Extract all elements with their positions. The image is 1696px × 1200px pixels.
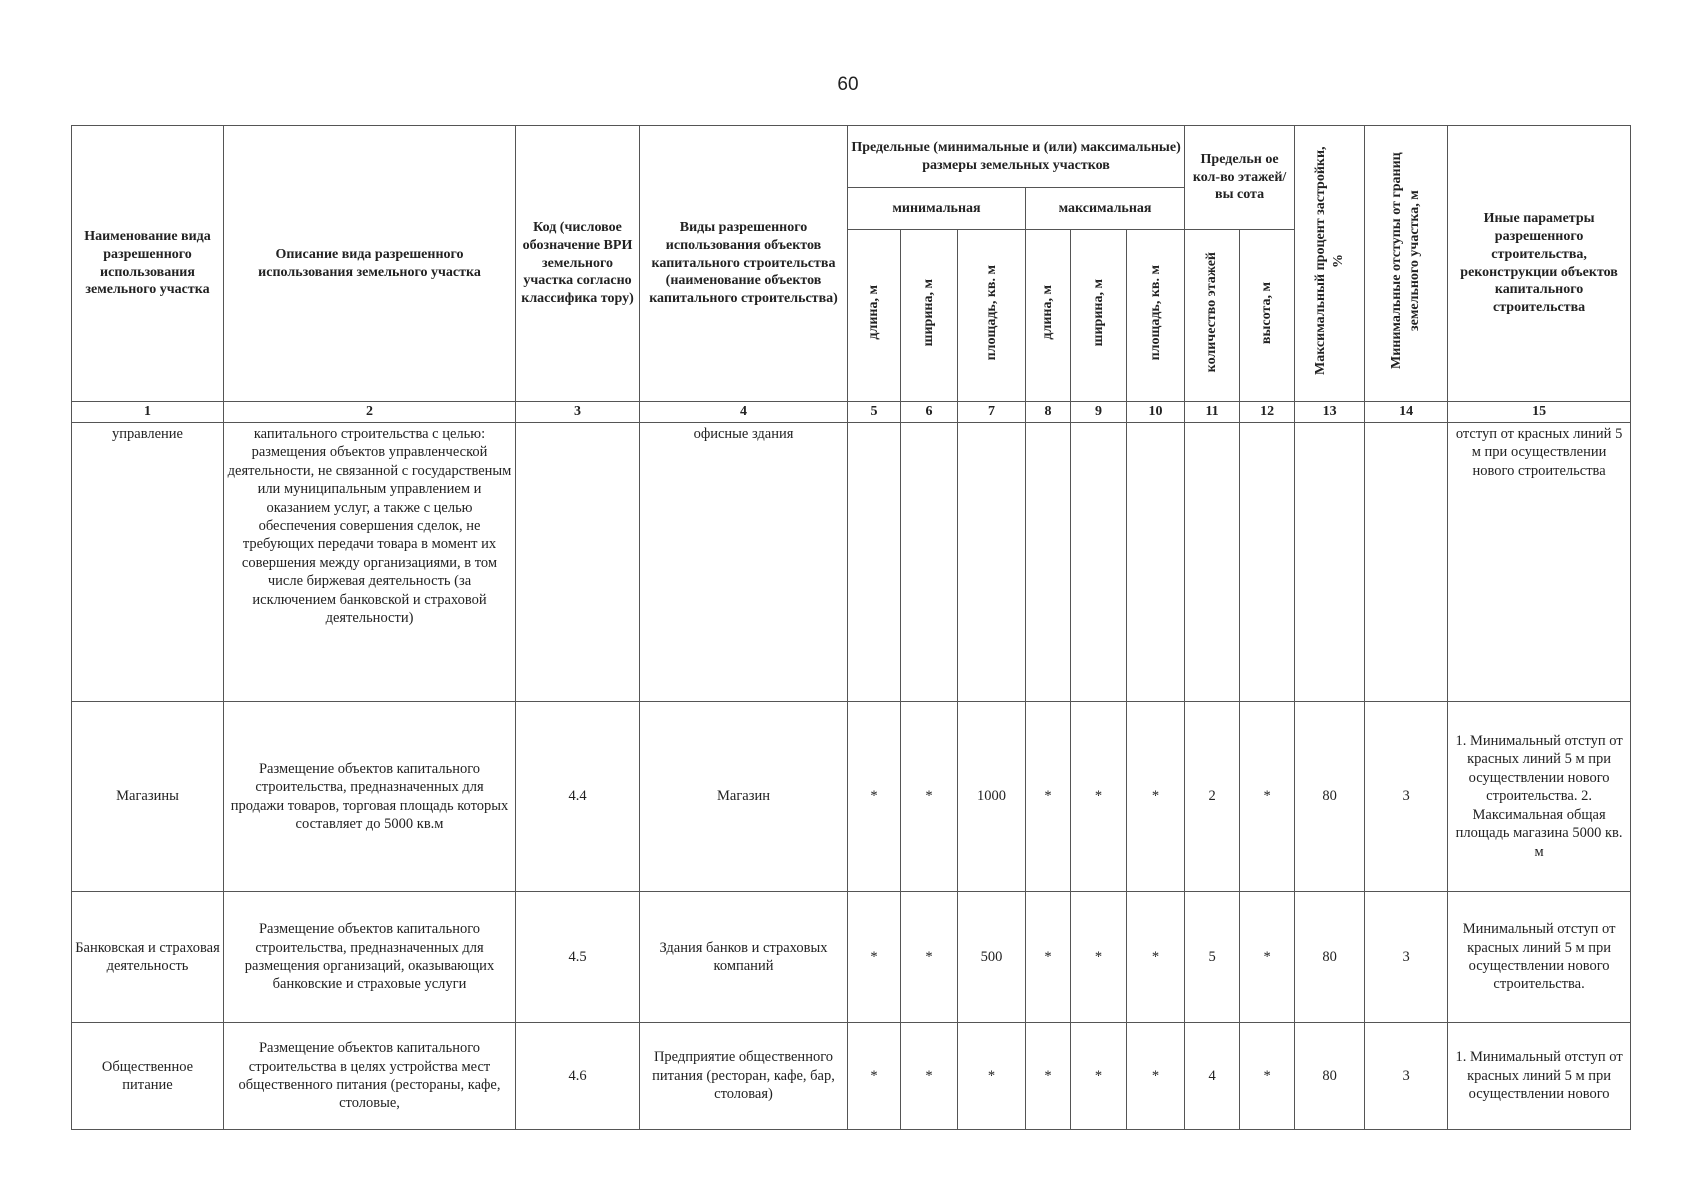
column-number: 1 [72,402,224,423]
max-length: * [1026,702,1071,892]
land-use-regulations-table [71,125,1631,1130]
table-row [72,702,1631,892]
header-use-description: Описание вида разрешенного использования земельного участка [224,126,516,402]
max-width: * [1071,1023,1127,1130]
column-number: 13 [1295,402,1365,423]
table-row [72,892,1631,1023]
column-number: 8 [1026,402,1071,423]
max-length [1026,423,1071,702]
max-area: * [1127,702,1185,892]
column-number: 7 [958,402,1026,423]
min-setback: 3 [1365,702,1448,892]
header-min-setbacks: Минимальные отступы от границ земельного участка, м [1365,126,1448,402]
max-width [1071,423,1127,702]
height: * [1240,702,1295,892]
use-name: Общественное питание [72,1023,224,1130]
use-description: Размещение объектов капитального строительства в целях устройства мест общественного питания (рестораны, кафе, столовые, [224,1023,516,1130]
use-name: управление [72,423,224,702]
header-min-length: длина, м [848,230,901,402]
min-setback: 3 [1365,892,1448,1023]
column-number: 5 [848,402,901,423]
floors-count [1185,423,1240,702]
header-minimum: минимальная [848,188,1026,230]
floors-count: 5 [1185,892,1240,1023]
header-max-width: ширина, м [1071,230,1127,402]
max-length: * [1026,1023,1071,1130]
max-area: * [1127,1023,1185,1130]
column-number: 14 [1365,402,1448,423]
column-number-row [72,402,1631,423]
other-parameters: Минимальный отступ от красных линий 5 м при осуществлении нового строительства. [1448,892,1631,1023]
table-row [72,423,1631,702]
min-setback [1365,423,1448,702]
header-min-area: площадь, кв. м [958,230,1026,402]
header-construction-types: Виды разрешенного использования объектов капитального строительства (наименование объектов капитального строительства) [640,126,848,402]
use-description: Размещение объектов капитального строительства, предназначенных для продажи товаров, торговая площадь которых составляет до 5000 кв.м [224,702,516,892]
use-description: Размещение объектов капитального строительства, предназначенных для размещения организаций, оказывающих банковские и страховые услуги [224,892,516,1023]
use-code: 4.4 [516,702,640,892]
min-area: 1000 [958,702,1026,892]
max-width: * [1071,702,1127,892]
max-build-percent: 80 [1295,892,1365,1023]
use-code [516,423,640,702]
min-length: * [848,702,901,892]
header-min-width: ширина, м [901,230,958,402]
min-width [901,423,958,702]
header-use-name: Наименование вида разрешенного использования земельного участка [72,126,224,402]
min-length: * [848,892,901,1023]
column-number: 15 [1448,402,1631,423]
header-other-parameters: Иные параметры разрешенного строительства, реконструкции объектов капитального строительства [1448,126,1631,402]
max-build-percent [1295,423,1365,702]
header-height: высота, м [1240,230,1295,402]
construction-objects: Предприятие общественного питания (ресторан, кафе, бар, столовая) [640,1023,848,1130]
max-build-percent: 80 [1295,702,1365,892]
min-area: * [958,1023,1026,1130]
floors-count: 4 [1185,1023,1240,1130]
min-width: * [901,1023,958,1130]
max-area: * [1127,892,1185,1023]
min-area [958,423,1026,702]
max-build-percent: 80 [1295,1023,1365,1130]
column-number: 11 [1185,402,1240,423]
use-name: Банковская и страховая деятельность [72,892,224,1023]
header-maximum: максимальная [1026,188,1185,230]
construction-objects: Магазин [640,702,848,892]
min-length [848,423,901,702]
header-floors-count: количество этажей [1185,230,1240,402]
column-number: 10 [1127,402,1185,423]
column-number: 3 [516,402,640,423]
column-number: 9 [1071,402,1127,423]
height [1240,423,1295,702]
other-parameters: 1. Минимальный отступ от красных линий 5 м при осуществлении нового [1448,1023,1631,1130]
min-width: * [901,702,958,892]
min-area: 500 [958,892,1026,1023]
construction-objects: офисные здания [640,423,848,702]
header-max-build-percent: Максимальный процент застройки, % [1295,126,1365,402]
header-max-length: длина, м [1026,230,1071,402]
max-area [1127,423,1185,702]
min-setback: 3 [1365,1023,1448,1130]
column-number: 2 [224,402,516,423]
use-code: 4.5 [516,892,640,1023]
max-length: * [1026,892,1071,1023]
min-width: * [901,892,958,1023]
height: * [1240,1023,1295,1130]
height: * [1240,892,1295,1023]
page-number: 60 [837,74,859,95]
use-name: Магазины [72,702,224,892]
column-number: 12 [1240,402,1295,423]
header-floors-height-limits: Предельн ое кол-во этажей/вы сота [1185,126,1295,230]
header-max-area: площадь, кв. м [1127,230,1185,402]
column-number: 4 [640,402,848,423]
construction-objects: Здания банков и страховых компаний [640,892,848,1023]
use-code: 4.6 [516,1023,640,1130]
other-parameters: 1. Минимальный отступ от красных линий 5 м при осуществлении нового строительства. 2. Максимальная общая площадь магазина 5000 кв. м [1448,702,1631,892]
column-number: 6 [901,402,958,423]
floors-count: 2 [1185,702,1240,892]
max-width: * [1071,892,1127,1023]
other-parameters: отступ от красных линий 5 м при осуществлении нового строительства [1448,423,1631,702]
table-row [72,1023,1631,1130]
header-plot-size-limits: Предельные (минимальные и (или) максимальные) размеры земельных участков [848,126,1185,188]
header-code: Код (числовое обозначение ВРИ земельного участка согласно классифика тору) [516,126,640,402]
use-description: капитального строительства с целью: размещения объектов управленческой деятельности, не связанной с государственым или муниципальным управлением и оказанием услуг, а также с целью обеспечения совершения сделок, не требующих передачи товара в момент их совершения между организациями, в том числе биржевая деятельность (за исключением банковской и страховой деятельности) [224,423,516,702]
min-length: * [848,1023,901,1130]
